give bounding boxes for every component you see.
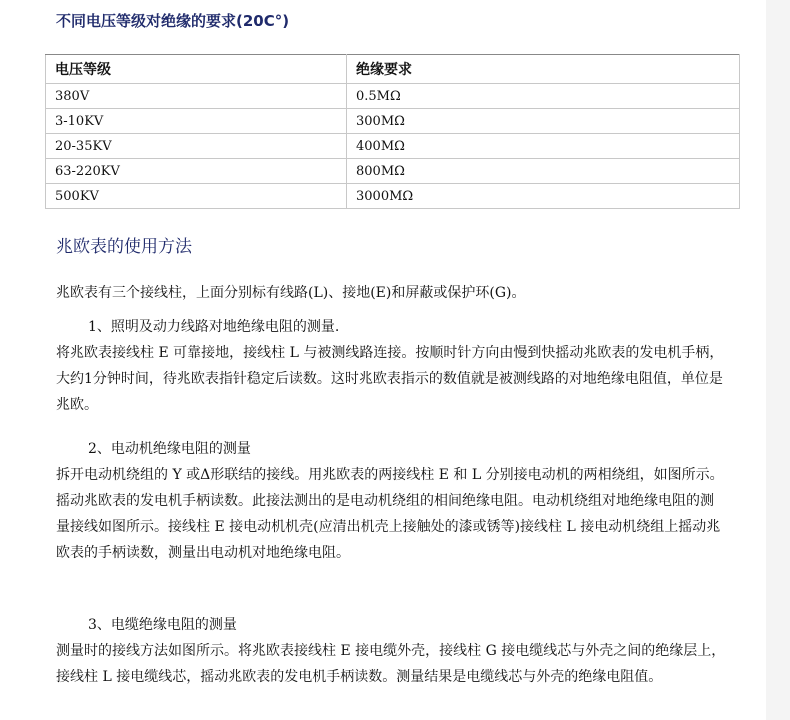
voltage-cell: 500KV bbox=[46, 184, 347, 209]
column-header-requirement: 绝缘要求 bbox=[347, 55, 740, 84]
voltage-cell: 20-35KV bbox=[46, 134, 347, 159]
item-3-title: 3、电缆绝缘电阻的测量 bbox=[88, 617, 237, 633]
insulation-requirements-heading: 不同电压等级对绝缘的要求(20C°) bbox=[56, 12, 290, 30]
insulation-requirements-table bbox=[45, 54, 740, 209]
table-header-row bbox=[46, 55, 740, 84]
column-header-voltage: 电压等级 bbox=[46, 55, 347, 84]
requirement-cell: 300MΩ bbox=[347, 109, 740, 134]
requirement-cell: 3000MΩ bbox=[347, 184, 740, 209]
requirement-cell: 400MΩ bbox=[347, 134, 740, 159]
table-row bbox=[46, 159, 740, 184]
table-row bbox=[46, 184, 740, 209]
item-3-body: 测量时的接线方法如图所示。将兆欧表接线柱 E 接电缆外壳，接线柱 G 接电缆线芯与外壳之间的绝缘层上，接线柱 L 接电缆线芯，摇动兆欧表的发电机手柄读数。测量结果是电缆线芯与外壳的绝缘电阻值。 bbox=[56, 643, 726, 685]
item-1-body: 将兆欧表接线柱 E 可靠接地，接线柱 L 与被测线路连接。按顺时针方向由慢到快摇动兆欧表的发电机手柄，大约1分钟时间，待兆欧表指针稳定后读数。这时兆欧表指示的数值就是被测线路的对地绝缘电阻值，单位是兆欧。 bbox=[56, 345, 724, 413]
table-row bbox=[46, 109, 740, 134]
requirement-cell: 800MΩ bbox=[347, 159, 740, 184]
table-row bbox=[46, 84, 740, 109]
item-2-title: 2、电动机绝缘电阻的测量 bbox=[88, 441, 251, 457]
item-1-title: 1、照明及动力线路对地绝缘电阻的测量. bbox=[88, 319, 340, 335]
voltage-cell: 63-220KV bbox=[46, 159, 347, 184]
intro-paragraph: 兆欧表有三个接线柱，上面分别标有线路(L)、接地(E)和屏蔽或保护环(G)。 bbox=[56, 285, 526, 301]
table-row bbox=[46, 134, 740, 159]
item-2-body: 拆开电动机绕组的 Y 或Δ形联结的接线。用兆欧表的两接线柱 E 和 L 分别接电动机的两相绕组，如图所示。摇动兆欧表的发电机手柄读数。此接法测出的是电动机绕组的相间绝缘电阻。电动机绕组对地绝缘电阻的测量接线如图所示。接线柱 E 接电动机机壳(应清出机壳上接触处的漆或锈等)接线柱 L 接电动机绕组上摇动兆欧表的手柄读数，测量出电动机对地绝缘电阻。 bbox=[56, 467, 724, 561]
voltage-cell: 380V bbox=[46, 84, 347, 109]
requirement-cell: 0.5MΩ bbox=[347, 84, 740, 109]
section-title: 兆欧表的使用方法 bbox=[56, 237, 192, 257]
voltage-cell: 3-10KV bbox=[46, 109, 347, 134]
